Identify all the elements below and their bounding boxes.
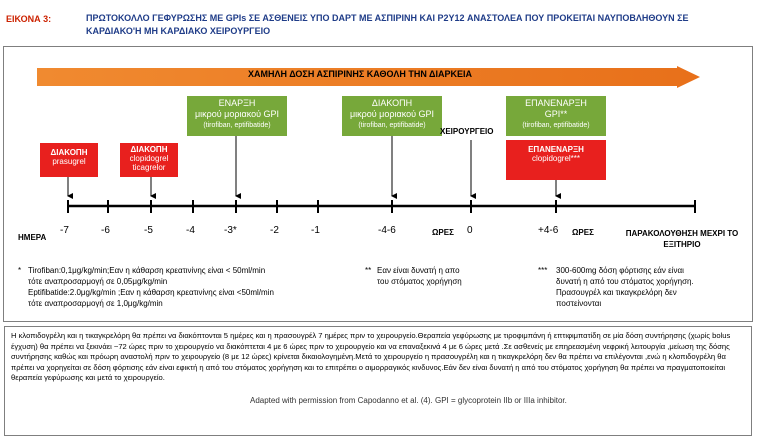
loading-dose-line2: δυνατή η από του στόματος χορήγηση. bbox=[556, 277, 694, 286]
gpi-start-drug: μικρού μοριακού GPI bbox=[194, 109, 280, 119]
tick-label: 0 bbox=[467, 225, 473, 236]
gpi-restart-agents: (tirofiban, eptifibatide) bbox=[522, 122, 590, 129]
gpi-stop-drug: μικρού μοριακού GPI bbox=[349, 109, 435, 119]
restart-clopidogrel-drug: clopidogrel*** bbox=[531, 154, 581, 163]
gpi-stop-agents: (tirofiban, eptifibatide) bbox=[358, 122, 426, 129]
tirofiban-dose: Tirofiban:0,1μg/kg/min;Εαν η κάθαρση κρεατινίνης είναι < 50ml/min bbox=[28, 266, 266, 275]
stop-clopidogrel-drug: clopidogrel bbox=[129, 154, 169, 163]
tick-label: -4-6 bbox=[378, 225, 396, 236]
stop-prasugrel-title: ΔΙΑΚΟΠΗ bbox=[50, 148, 88, 157]
hours-label-post: ΩΡΕΣ bbox=[572, 228, 594, 237]
tick-label: -6 bbox=[101, 225, 110, 236]
loading-dose-line4: ποστείνονται bbox=[556, 299, 602, 308]
gpi-restart-title: ΕΠΑΝΕΝΑΡΞΗ bbox=[525, 98, 587, 108]
dosing-note: * Tirofiban:0,1μg/kg/min;Εαν η κάθαρση κρεατινίνης είναι < 50ml/min τότε αναπροσαρμογή σε 0,05μg/kg/min Eptifibatide:2.0μg/kg/min ;Εαν η κάθαρση κρεατινίνης είναι <50ml/min τότε αναπροσαρμογή σε 1,0μg/kg/min bbox=[18, 265, 363, 309]
aspirin-arrow-label: ΧΑΜΗΛΗ ΔΟΣΗ ΑΣΠΙΡΙΝΗΣ ΚΑΘΟΛΗ ΤΗΝ ΔΙΑΡΚΕΙΑ bbox=[248, 69, 472, 79]
tick-label: -1 bbox=[311, 225, 320, 236]
gpi-stop-title: ΔΙΑΚΟΠΗ bbox=[371, 98, 413, 108]
oral-note-line1: Εαν είναι δυνατή η απο bbox=[377, 266, 460, 275]
eptifibatide-adjust: τότε αναπροσαρμογή σε 1,0μg/kg/min bbox=[28, 299, 163, 308]
oral-note-line2: του στόματος χορήγηση bbox=[377, 277, 462, 286]
explanation-text: Η κλοπιδογρέλη και η τικαγκρελόρη θα πρέπει να διακόπτονται 5 ημέρες και η πρασουγρέλ 7 ημέρες πριν το χειρουργείο.Θεραπεία γεφύρωσης με τιροφιμπάνη ή επτιφιμπατίδη σε μία δόση συντήρησης (χωρίς bolus έγχυση) θα πρέπει να ξεκινάει ~72 ώρες πριν το χειρουργείο να διακόπτεται 4 με 6 ώρες πριν το χειρουργείο και να επαναξεκινά 4 με 6 ώρες μετά .Σε ασθενείς με επηρεασμένη νεφρική λειτουργία ,μείωση της δόσης συντήρησης καθώς και πρόωρη αναστολή πριν το χειρουργείο (8 με 12 ώρες) κρίνεται δικαιολογημένη.Μετά το χειρουργείο η πρασουγρέλη και η τικαγκρελόρη δεν θα πρέπει να επιλέγονται ,ενώ η κλοπιδογρέλη θα πρέπει να χορηγείται σε δόση φόρτισης εάν είναι εφικτή η από του στόματος χορήγηση και το επιτρέπει ο αιμορραγικός κινδυνος.Εάν δεν είναι δυνατή η από του στόματος χορήγηση θα πρέπει να πραγματοποιείται θεραπεία γεφύρωσης και μετά το χειρουργείο. bbox=[11, 331, 731, 383]
followup-label: ΠΑΡΑΚΟΛΟΥΘΗΣΗ ΜΕΧΡΙ ΤΟ ΕΞΙΤΗΡΙΟ bbox=[625, 229, 739, 249]
tick-label: -4 bbox=[186, 225, 195, 236]
gpi-start-agents: (tirofiban, eptifibatide) bbox=[203, 122, 271, 129]
loading-dose-note: *** 300-600mg δόση φόρτισης εάν είναι δυνατή η από του στόματος χορήγηση. Πρασουγρέλ και τικαγκρελόρη δεν ποστείνονται bbox=[538, 265, 738, 309]
tick-label: +4-6 bbox=[538, 225, 559, 236]
stop-ticagrelor-drug: ticagrelor bbox=[132, 163, 166, 172]
eptifibatide-dose: Eptifibatide:2.0μg/kg/min ;Εαν η κάθαρση κρεατινίνης είναι <50ml/min bbox=[28, 288, 274, 297]
stop-clopidogrel-title: ΔΙΑΚΟΠΗ bbox=[130, 145, 168, 154]
loading-dose-line1: 300-600mg δόση φόρτισης εάν είναι bbox=[556, 266, 684, 275]
figure-title: ΠΡΩΤΟΚΟΛΛΟ ΓΕΦΥΡΩΣΗΣ ΜΕ GPIs ΣΕ ΑΣΘΕΝΕΙΣ ΥΠΟ DAPT ΜΕ ΑΣΠΙΡΙΝΗ ΚΑΙ P2Y12 ΑΝΑΣΤΟΛΕΑ ΠΟΥ ΠΡΟΚΕΙΤΑΙ ΝΑΥΠΟΒΛΗΘΟΥΝ ΣΕ ΚΑΡΔΙΑΚΟ'Η ΜΗ ΚΑΡΔΙΑΚΟ ΧΕΙΡΟΥΡΓΕΙΟ bbox=[86, 13, 689, 36]
gpi-start-title: ΕΝΑΡΞΗ bbox=[218, 98, 256, 108]
explanation-box bbox=[4, 326, 752, 436]
restart-clopidogrel-title: ΕΠΑΝΕΝΑΡΞΗ bbox=[528, 145, 584, 154]
tick-label: -3* bbox=[224, 225, 237, 236]
gpi-restart-drug: GPI** bbox=[544, 109, 568, 119]
tick-label: -7 bbox=[60, 225, 69, 236]
tirofiban-adjust: τότε αναπροσαρμογή σε 0,05μg/kg/min bbox=[28, 277, 168, 286]
oral-note: ** Εαν είναι δυνατή η απο του στόματος χορήγηση bbox=[365, 265, 505, 287]
tick-label: -2 bbox=[270, 225, 279, 236]
surgery-label: ΧΕΙΡΟΥΡΓΕΙΟ bbox=[440, 127, 494, 136]
source-credit: Adapted with permission from Capodanno et al. (4). GPI = glycoprotein IIb or IIIa inhibitor. bbox=[250, 396, 567, 405]
hours-label-pre: ΩΡΕΣ bbox=[432, 228, 454, 237]
stop-prasugrel-drug: prasugrel bbox=[52, 157, 86, 166]
figure-label: ΕΙΚΟΝΑ 3: bbox=[6, 14, 52, 24]
tick-label: -5 bbox=[144, 225, 153, 236]
loading-dose-line3: Πρασουγρέλ και τικαγκρελόρη δεν bbox=[556, 288, 677, 297]
day-axis-label: ΗΜΕΡΑ bbox=[18, 233, 47, 242]
